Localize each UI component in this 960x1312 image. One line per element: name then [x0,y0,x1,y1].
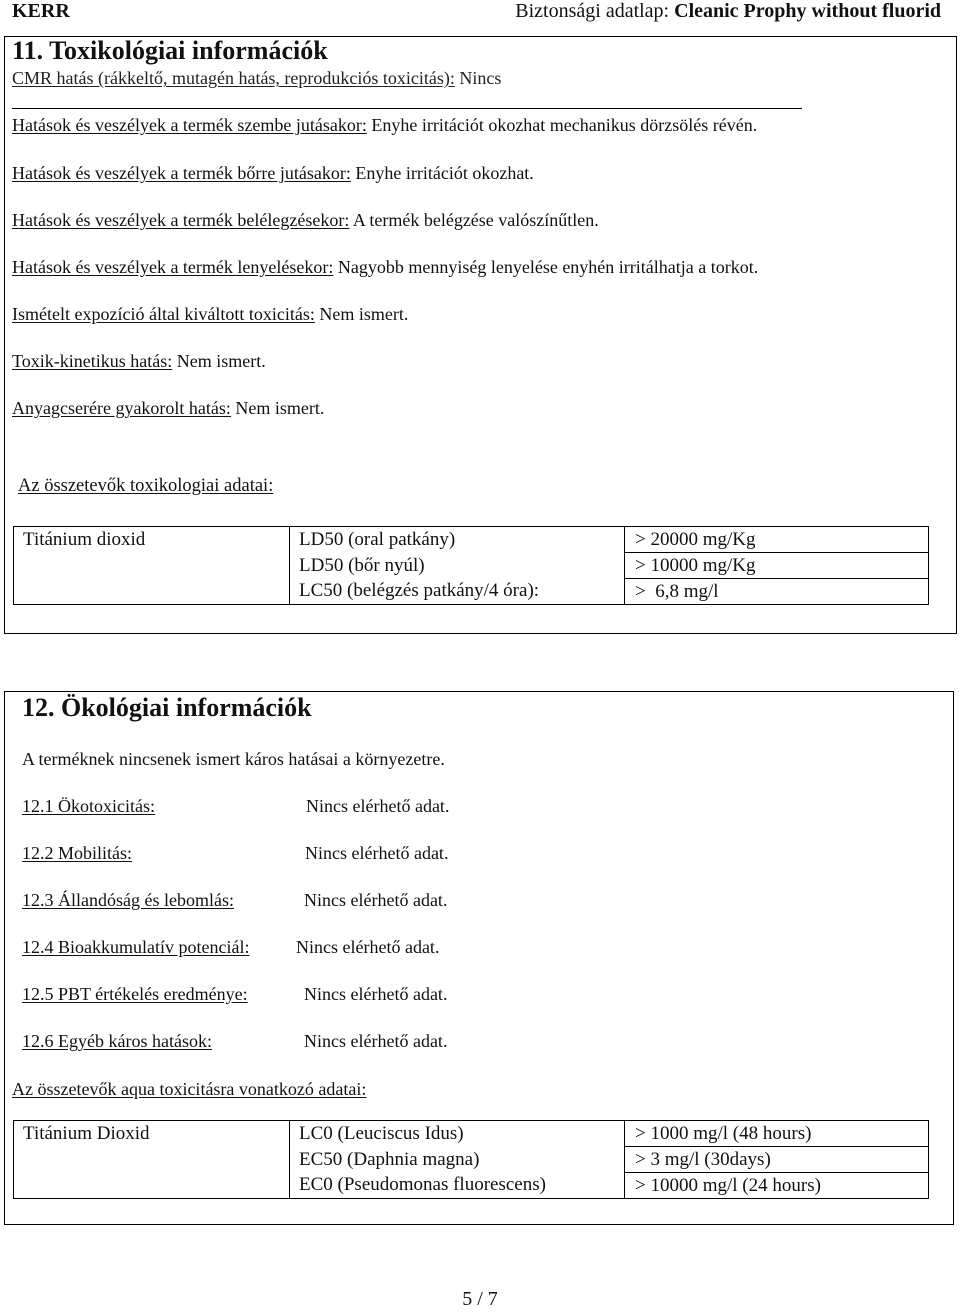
effect-label: Hatások és veszélyek a termék bőrre jutásakor: [12,163,351,183]
effect-value: Nem ismert. [176,351,266,371]
test-name: LD50 (oral patkány) [299,529,456,550]
product-name: Cleanic Prophy without fluorid [674,0,941,22]
value-row [625,1121,928,1147]
eco-item-value: Nincs elérhető adat. [296,937,440,957]
value-text: > 10000 mg/l (24 hours) [635,1175,821,1196]
test-name: EC0 (Pseudomonas fluorescens) [299,1174,546,1195]
eco-item-label: 12.2 Mobilitás: [22,843,133,863]
cmr-label: CMR hatás (rákkeltő, mutagén hatás, reprodukciós toxicitás): [12,68,455,88]
effect-label: Toxik-kinetikus hatás: [12,351,173,371]
eco-item-value: Nincs elérhető adat. [304,1031,448,1051]
effect-metabolism [12,398,324,419]
effect-label: Ismételt expozíció által kiváltott toxicitás: [12,304,315,324]
eco-item-label: 12.1 Ökotoxicitás: [22,796,155,816]
value-row [625,1147,928,1173]
section-11-title: 11. Toxikológiai információk [12,36,328,65]
substance-name: Titánium dioxid [23,529,146,550]
page-number: 5 / 7 [462,1288,498,1310]
effect-label: Hatások és veszélyek a termék belélegzésekor: [12,210,350,230]
table-row [14,527,929,605]
tox-data-table [13,526,929,605]
eco-item-label: 12.3 Állandóság és lebomlás: [22,890,234,910]
effect-toxicokinetic [12,351,266,372]
effect-inhalation [12,210,599,231]
test-name: LD50 (bőr nyúl) [299,554,425,576]
effect-value: Nem ismert. [235,398,325,418]
doc-label: Biztonsági adatlap: [515,0,670,22]
test-name: LC0 (Leuciscus Idus) [299,1123,464,1144]
effect-skin [12,163,534,184]
eco-item-label: 12.5 PBT értékelés eredménye: [22,984,248,1004]
eco-item-label: 12.6 Egyéb káros hatások: [22,1031,212,1051]
effect-value: Enyhe irritációt okozhat mechanikus dörzsölés révén. [371,115,758,135]
aqua-table-heading: Az összetevők aqua toxicitásra vonatkozó adatai: [12,1079,367,1099]
effect-value: Nem ismert. [319,304,409,324]
eco-intro: A terméknek nincsenek ismert káros hatásai a környezetre. [22,749,445,769]
effect-eye [12,115,757,136]
substance-cell [14,527,290,605]
value-text: > 20000 mg/Kg [635,529,756,550]
value-row [625,527,928,553]
value-cell [625,527,929,605]
test-cell [290,527,625,605]
value-text: > 10000 mg/Kg [635,555,756,576]
test-cell [290,1121,625,1199]
company-name: KERR [12,0,70,22]
tox-table-heading: Az összetevők toxikologiai adatai: [18,476,274,496]
effect-label: Hatások és veszélyek a termék lenyelésekor: [12,257,334,277]
value-text: > 3 mg/l (30days) [635,1149,771,1170]
cmr-line [12,68,501,89]
value-text: > 6,8 mg/l [635,581,719,602]
substance-name: Titánium Dioxid [23,1123,150,1144]
effect-value: Nagyobb mennyiség lenyelése enyhén irritálhatja a torkot. [337,257,759,277]
value-row [625,553,928,579]
effect-ingestion [12,257,758,278]
substance-cell [14,1121,290,1199]
table-row [14,1121,929,1199]
test-name: LC50 (belégzés patkány/4 óra): [299,580,540,601]
effect-value: Enyhe irritációt okozhat. [355,163,534,183]
effect-repeated-exposure [12,304,408,325]
value-cell [625,1121,929,1199]
section-12-title: 12. Ökológiai információk [22,693,312,722]
eco-item-value: Nincs elérhető adat. [304,890,448,910]
eco-item-label: 12.4 Bioakkumulatív potenciál: [22,937,250,957]
effect-value: A termék belégzése valószínűtlen. [352,210,599,230]
cmr-value: Nincs [459,68,502,88]
value-row [625,579,928,604]
divider-line [12,108,802,109]
effect-label: Hatások és veszélyek a termék szembe jutásakor: [12,115,367,135]
test-name: EC50 (Daphnia magna) [299,1148,480,1170]
eco-item-value: Nincs elérhető adat. [305,843,449,863]
aqua-tox-table [13,1120,929,1199]
eco-item-value: Nincs elérhető adat. [306,796,450,816]
value-text: > 1000 mg/l (48 hours) [635,1123,812,1144]
effect-label: Anyagcserére gyakorolt hatás: [12,398,231,418]
value-row [625,1173,928,1198]
document-header [515,0,941,23]
eco-item-value: Nincs elérhető adat. [304,984,448,1004]
